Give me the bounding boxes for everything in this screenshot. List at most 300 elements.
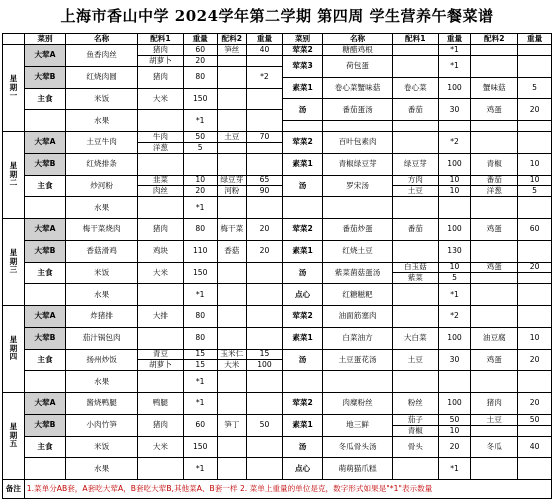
- right-weight-1: 100: [438, 327, 471, 349]
- right-category-cell: [282, 197, 322, 219]
- header-row: [3, 34, 552, 45]
- right-weight-2: [518, 371, 552, 393]
- right-dish-name: 肉糜粉丝: [323, 393, 393, 415]
- left-ingredient-2: 土豆: [217, 132, 246, 143]
- menu-row: [3, 284, 552, 295]
- left-dish-name: 水果: [66, 458, 138, 480]
- left-dish-name: 炒河粉: [66, 175, 138, 197]
- left-ingredient-2: [217, 393, 246, 415]
- left-weight-2: [246, 55, 282, 66]
- left-dish-name: 香菇滑鸡: [66, 240, 138, 262]
- right-dish-name: 红糖糍粑: [323, 284, 393, 306]
- right-dish-name: 卷心菜蟹味菇: [323, 77, 393, 99]
- left-weight-1: 20: [183, 186, 217, 197]
- header-weight-2: 重量: [246, 34, 282, 45]
- right-weight-2: [518, 458, 552, 480]
- notes-text-content: 1.菜单分AB套，A套吃大荤A，B套吃大荤B,其他菜A、B套一样 2. 菜单上重量的单位是克，数字形式如果是"*1"表示数量: [26, 484, 433, 494]
- right-weight-1: 20: [438, 436, 471, 458]
- right-category-cell: 汤: [282, 436, 322, 458]
- menu-row: [3, 132, 552, 143]
- left-ingredient-1: 鸭腿: [138, 393, 184, 415]
- header-category: 菜别: [24, 34, 65, 45]
- left-weight-1: 150: [183, 262, 217, 284]
- left-ingredient-1: [138, 110, 184, 132]
- header-ingredient-1: 配料1: [138, 34, 184, 45]
- left-ingredient-2: [217, 55, 246, 66]
- header-ingredient-2: 配料2: [217, 34, 246, 45]
- right-weight-2: [518, 197, 552, 219]
- page-title: 上海市香山中学 2024学年第二学期 第四周 学生营养午餐菜谱: [60, 7, 494, 25]
- left-weight-1: 5: [183, 142, 217, 153]
- right-weight-1: 130: [438, 240, 471, 262]
- left-weight-1: 150: [183, 436, 217, 458]
- left-dish-name: 扬州炒饭: [66, 349, 138, 371]
- right-category-cell: 素菜1: [282, 414, 322, 436]
- right-category-cell: 汤: [282, 99, 322, 121]
- right-weight-1: 10: [438, 186, 471, 197]
- left-category-cell: 大荤B: [24, 240, 65, 262]
- left-ingredient-1: [138, 327, 184, 349]
- right-category-cell: 荤菜3: [282, 55, 322, 77]
- right-ingredient-2: 鸡蛋: [471, 219, 518, 241]
- right-ingredient-1: 卷心菜: [392, 77, 438, 99]
- header-name-right: 名称: [323, 34, 393, 45]
- right-category-cell: [282, 371, 322, 393]
- left-category-cell: 主食: [24, 175, 65, 197]
- left-ingredient-1: 青豆: [138, 349, 184, 360]
- left-weight-1: [183, 153, 217, 175]
- right-ingredient-1: [392, 458, 438, 480]
- header-ingredient-1-right: 配料1: [392, 34, 438, 45]
- left-weight-2: [246, 110, 282, 132]
- right-dish-name: 番茄炒蛋: [323, 219, 393, 241]
- right-ingredient-1: 大白菜: [392, 327, 438, 349]
- day-label: [3, 306, 25, 393]
- right-weight-1: 30: [438, 349, 471, 371]
- left-ingredient-1: [138, 371, 184, 393]
- left-dish-name: 酱烧鸭腿: [66, 393, 138, 415]
- left-ingredient-2: 香菇: [217, 240, 246, 262]
- menu-row: [3, 153, 552, 164]
- right-ingredient-1: [392, 55, 438, 77]
- left-ingredient-2: 河粉: [217, 186, 246, 197]
- left-ingredient-2: [217, 458, 246, 480]
- day-label: [3, 132, 25, 219]
- right-weight-1: *1: [438, 284, 471, 306]
- menu-row: [3, 306, 552, 317]
- right-weight-1: 100: [438, 219, 471, 241]
- right-ingredient-2: 猪肉: [471, 393, 518, 415]
- right-ingredient-2: 蟹味菇: [471, 77, 518, 99]
- left-weight-1: 60: [183, 414, 217, 436]
- right-weight-2: [518, 273, 552, 284]
- right-weight-2: [518, 306, 552, 328]
- menu-row: [3, 458, 552, 469]
- right-ingredient-2: [471, 273, 518, 284]
- menu-row: [3, 240, 552, 251]
- right-ingredient-2: 鸡蛋: [471, 99, 518, 121]
- left-ingredient-1: 牛肉: [138, 132, 184, 143]
- left-weight-2: [246, 142, 282, 153]
- right-dish-name: 冬瓜骨头汤: [323, 436, 393, 458]
- left-ingredient-2: 玉米仁: [217, 349, 246, 360]
- left-category-cell: 主食: [24, 88, 65, 110]
- day-label: [3, 45, 25, 132]
- left-category-cell: 大荤B: [24, 327, 65, 349]
- right-ingredient-2: [471, 45, 518, 56]
- day-label: [3, 219, 25, 306]
- left-weight-1: 80: [183, 219, 217, 241]
- left-weight-2: 15: [246, 349, 282, 360]
- left-weight-1: *1: [183, 284, 217, 306]
- left-weight-1: 50: [183, 132, 217, 143]
- left-weight-2: 40: [246, 45, 282, 56]
- left-dish-name: 茄汁锅包肉: [66, 327, 138, 349]
- right-weight-2: [518, 121, 552, 132]
- right-dish-name: 白菜油方: [323, 327, 393, 349]
- right-ingredient-1: 骨头: [392, 436, 438, 458]
- left-category-cell: [24, 284, 65, 306]
- right-weight-1: 10: [438, 262, 471, 273]
- left-weight-2: [246, 88, 282, 110]
- right-weight-1: 100: [438, 393, 471, 415]
- right-dish-name: 罗宋汤: [323, 175, 393, 197]
- left-weight-1: 110: [183, 240, 217, 262]
- right-ingredient-2: 番茄: [471, 175, 518, 186]
- left-weight-1: 15: [183, 349, 217, 360]
- menu-row: [3, 393, 552, 404]
- right-weight-1: 50: [438, 414, 471, 425]
- left-category-cell: 主食: [24, 262, 65, 284]
- right-dish-name: 油面筋塞肉: [323, 306, 393, 328]
- left-ingredient-1: 韭菜: [138, 175, 184, 186]
- left-ingredient-1: [138, 197, 184, 219]
- day-label-text: 星期三: [9, 247, 18, 275]
- left-weight-1: 10: [183, 175, 217, 186]
- right-dish-name: 糖醋鸡根: [323, 45, 393, 56]
- right-ingredient-1: [392, 284, 438, 306]
- right-weight-2: 60: [518, 219, 552, 241]
- menu-row: [3, 327, 552, 338]
- right-ingredient-1: 方肉: [392, 175, 438, 186]
- right-weight-2: 20: [518, 349, 552, 371]
- right-dish-name: 萌萌猫爪糕: [323, 458, 393, 480]
- left-category-cell: 主食: [24, 349, 65, 371]
- left-weight-2: [246, 284, 282, 306]
- left-ingredient-2: [217, 284, 246, 306]
- right-dish-name: [323, 121, 393, 132]
- right-ingredient-1: 青椒: [392, 425, 438, 436]
- right-ingredient-2: [471, 55, 518, 77]
- menu-row: [3, 414, 552, 425]
- menu-row: [3, 349, 552, 360]
- left-dish-name: 鱼香肉丝: [66, 45, 138, 67]
- left-ingredient-1: 大排: [138, 306, 184, 328]
- right-weight-2: [518, 425, 552, 436]
- right-weight-1: *1: [438, 55, 471, 77]
- right-weight-1: [438, 371, 471, 393]
- left-ingredient-2: [217, 436, 246, 458]
- right-ingredient-1: [392, 240, 438, 262]
- right-category-cell: 素菜1: [282, 77, 322, 99]
- right-ingredient-2: 洋葱: [471, 186, 518, 197]
- left-ingredient-2: 笋丝: [217, 45, 246, 56]
- right-category-cell: 汤: [282, 349, 322, 371]
- right-dish-name: 红烧土豆: [323, 240, 393, 262]
- right-category-cell: 荤菜2: [282, 132, 322, 154]
- left-weight-1: 80: [183, 306, 217, 328]
- left-dish-name: 水果: [66, 284, 138, 306]
- left-dish-name: 梅干菜烧肉: [66, 219, 138, 241]
- notes-row: [3, 480, 552, 499]
- left-category-cell: 大荤B: [24, 414, 65, 436]
- left-ingredient-2: 绿豆芽: [217, 175, 246, 186]
- notes-label: 备注: [3, 480, 25, 499]
- left-weight-1: *1: [183, 110, 217, 132]
- right-dish-name: 地三鲜: [323, 414, 393, 436]
- day-label-text: 星期二: [9, 160, 18, 188]
- right-weight-2: 5: [518, 77, 552, 99]
- left-category-cell: 大荤B: [24, 153, 65, 175]
- right-ingredient-2: 鸡蛋: [471, 349, 518, 371]
- left-weight-1: 20: [183, 55, 217, 66]
- left-category-cell: 大荤A: [24, 132, 65, 154]
- left-ingredient-1: 猪肉: [138, 66, 184, 88]
- left-ingredient-2: [217, 142, 246, 153]
- left-weight-2: [246, 458, 282, 480]
- right-category-cell: [282, 121, 322, 132]
- right-category-cell: 荤菜2: [282, 306, 322, 328]
- menu-row: [3, 175, 552, 186]
- right-weight-1: *2: [438, 306, 471, 328]
- right-ingredient-2: 土豆: [471, 414, 518, 425]
- right-dish-name: 土豆蛋花汤: [323, 349, 393, 371]
- left-weight-2: [246, 327, 282, 349]
- left-ingredient-2: [217, 306, 246, 328]
- left-ingredient-1: [138, 284, 184, 306]
- left-category-cell: 大荤A: [24, 393, 65, 415]
- menu-row: [3, 45, 552, 56]
- left-category-cell: 大荤A: [24, 219, 65, 241]
- right-ingredient-1: [392, 45, 438, 56]
- right-weight-1: [438, 121, 471, 132]
- left-ingredient-1: 大米: [138, 436, 184, 458]
- right-ingredient-1: 番茄: [392, 99, 438, 121]
- right-weight-1: *1: [438, 45, 471, 56]
- left-ingredient-2: [217, 153, 246, 175]
- right-ingredient-2: [471, 425, 518, 436]
- left-dish-name: 小肉竹笋: [66, 414, 138, 436]
- left-weight-1: 150: [183, 88, 217, 110]
- right-weight-1: *2: [438, 132, 471, 154]
- left-dish-name: 米饭: [66, 436, 138, 458]
- left-weight-2: [246, 371, 282, 393]
- right-ingredient-2: [471, 284, 518, 306]
- right-dish-name: 番茄蛋汤: [323, 99, 393, 121]
- notes-text: [24, 480, 551, 499]
- right-dish-name: 荷包蛋: [323, 55, 393, 77]
- right-dish-name: [323, 197, 393, 219]
- right-ingredient-2: [471, 132, 518, 154]
- right-ingredient-1: 紫菜: [392, 273, 438, 284]
- right-category-cell: 点心: [282, 284, 322, 306]
- right-ingredient-2: [471, 197, 518, 219]
- right-weight-2: 10: [518, 175, 552, 186]
- left-weight-1: *1: [183, 458, 217, 480]
- day-label-text: 星期五: [9, 421, 18, 449]
- right-weight-2: [518, 55, 552, 77]
- left-ingredient-2: 大米: [217, 360, 246, 371]
- left-category-cell: 大荤A: [24, 306, 65, 328]
- header-weight-1: 重量: [183, 34, 217, 45]
- right-ingredient-2: 油豆腐: [471, 327, 518, 349]
- right-weight-1: 100: [438, 153, 471, 175]
- right-weight-2: 50: [518, 414, 552, 425]
- right-weight-1: [438, 197, 471, 219]
- header-blank-cell: [3, 34, 25, 45]
- right-ingredient-1: 土豆: [392, 186, 438, 197]
- left-ingredient-1: 猪肉: [138, 219, 184, 241]
- right-dish-name: 紫菜菌菇蛋汤: [323, 262, 393, 284]
- left-ingredient-1: 胡萝卜: [138, 360, 184, 371]
- left-ingredient-2: [217, 197, 246, 219]
- right-category-cell: 汤: [282, 175, 322, 197]
- header-name: 名称: [66, 34, 138, 45]
- day-label-text: 星期一: [9, 73, 18, 101]
- left-dish-name: 红烧排条: [66, 153, 138, 175]
- menu-row: [3, 219, 552, 230]
- right-weight-2: 20: [518, 99, 552, 121]
- left-weight-1: *1: [183, 197, 217, 219]
- left-ingredient-1: 猪肉: [138, 45, 184, 56]
- right-category-cell: 素菜1: [282, 240, 322, 262]
- right-weight-2: [518, 240, 552, 262]
- left-weight-2: [246, 153, 282, 175]
- left-ingredient-1: 肉丝: [138, 186, 184, 197]
- right-weight-1: 10: [438, 425, 471, 436]
- right-category-cell: 素菜1: [282, 153, 322, 175]
- right-ingredient-2: [471, 240, 518, 262]
- left-weight-2: 20: [246, 219, 282, 241]
- left-ingredient-2: [217, 262, 246, 284]
- left-ingredient-2: [217, 66, 246, 88]
- left-weight-1: 15: [183, 360, 217, 371]
- left-category-cell: [24, 110, 65, 132]
- left-category-cell: 主食: [24, 436, 65, 458]
- right-category-cell: 荤菜2: [282, 219, 322, 241]
- left-weight-2: 50: [246, 414, 282, 436]
- left-weight-2: 20: [246, 240, 282, 262]
- right-weight-1: 10: [438, 175, 471, 186]
- right-ingredient-2: 鸡蛋: [471, 262, 518, 273]
- left-weight-1: *1: [183, 393, 217, 415]
- right-category-cell: 点心: [282, 458, 322, 480]
- left-weight-1: *1: [183, 371, 217, 393]
- left-ingredient-2: [217, 88, 246, 110]
- right-category-cell: 素菜1: [282, 327, 322, 349]
- left-ingredient-1: [138, 458, 184, 480]
- right-ingredient-1: 番茄: [392, 219, 438, 241]
- left-category-cell: 大荤B: [24, 66, 65, 88]
- header-ingredient-2-right: 配料2: [471, 34, 518, 45]
- right-weight-2: 20: [518, 393, 552, 415]
- left-category-cell: 大荤A: [24, 45, 65, 67]
- right-ingredient-1: 白玉菇: [392, 262, 438, 273]
- menu-row: [3, 436, 552, 447]
- right-weight-1: *1: [438, 458, 471, 480]
- left-weight-2: 100: [246, 360, 282, 371]
- left-weight-2: 70: [246, 132, 282, 143]
- right-weight-1: 5: [438, 273, 471, 284]
- right-category-cell: 荤菜2: [282, 45, 322, 56]
- left-weight-2: 90: [246, 186, 282, 197]
- menu-row: [3, 262, 552, 273]
- left-ingredient-1: 大米: [138, 88, 184, 110]
- right-weight-2: [518, 132, 552, 154]
- left-weight-2: [246, 393, 282, 415]
- left-ingredient-1: 大米: [138, 262, 184, 284]
- right-weight-2: 10: [518, 153, 552, 175]
- right-ingredient-2: 冬瓜: [471, 436, 518, 458]
- day-label-text: 星期四: [9, 334, 18, 362]
- left-dish-name: 米饭: [66, 262, 138, 284]
- right-weight-2: 40: [518, 436, 552, 458]
- left-dish-name: 水果: [66, 197, 138, 219]
- left-dish-name: 水果: [66, 110, 138, 132]
- right-ingredient-1: 粉丝: [392, 393, 438, 415]
- right-ingredient-1: [392, 306, 438, 328]
- right-ingredient-1: [392, 371, 438, 393]
- right-ingredient-2: [471, 371, 518, 393]
- menu-row: [3, 197, 552, 208]
- right-weight-2: [518, 45, 552, 56]
- right-category-cell: 汤: [282, 262, 322, 284]
- right-weight-2: [518, 284, 552, 306]
- left-weight-2: [246, 262, 282, 284]
- right-weight-1: 100: [438, 77, 471, 99]
- right-dish-name: [323, 371, 393, 393]
- right-weight-2: 10: [518, 327, 552, 349]
- day-label: [3, 393, 25, 480]
- left-ingredient-2: [217, 110, 246, 132]
- left-ingredient-2: [217, 327, 246, 349]
- right-weight-1: 30: [438, 99, 471, 121]
- left-category-cell: [24, 197, 65, 219]
- right-ingredient-1: 土豆: [392, 349, 438, 371]
- right-ingredient-1: 绿豆芽: [392, 153, 438, 175]
- menu-table: [2, 33, 552, 499]
- left-ingredient-1: 胡萝卜: [138, 55, 184, 66]
- left-category-cell: [24, 458, 65, 480]
- right-ingredient-1: [392, 132, 438, 154]
- left-weight-2: *2: [246, 66, 282, 88]
- left-weight-2: [246, 436, 282, 458]
- left-weight-2: 65: [246, 175, 282, 186]
- right-weight-2: 20: [518, 262, 552, 273]
- left-dish-name: 土豆牛肉: [66, 132, 138, 154]
- header-weight-1-right: 重量: [438, 34, 471, 45]
- right-ingredient-1: [392, 197, 438, 219]
- right-dish-name: 青椒绿豆芽: [323, 153, 393, 175]
- left-ingredient-1: 猪肉: [138, 414, 184, 436]
- header-category-right: 菜别: [282, 34, 322, 45]
- left-ingredient-1: 鸡块: [138, 240, 184, 262]
- left-weight-1: 80: [183, 66, 217, 88]
- right-weight-2: 5: [518, 186, 552, 197]
- left-weight-2: [246, 306, 282, 328]
- right-dish-name: 百叶包素肉: [323, 132, 393, 154]
- right-category-cell: 荤菜2: [282, 393, 322, 415]
